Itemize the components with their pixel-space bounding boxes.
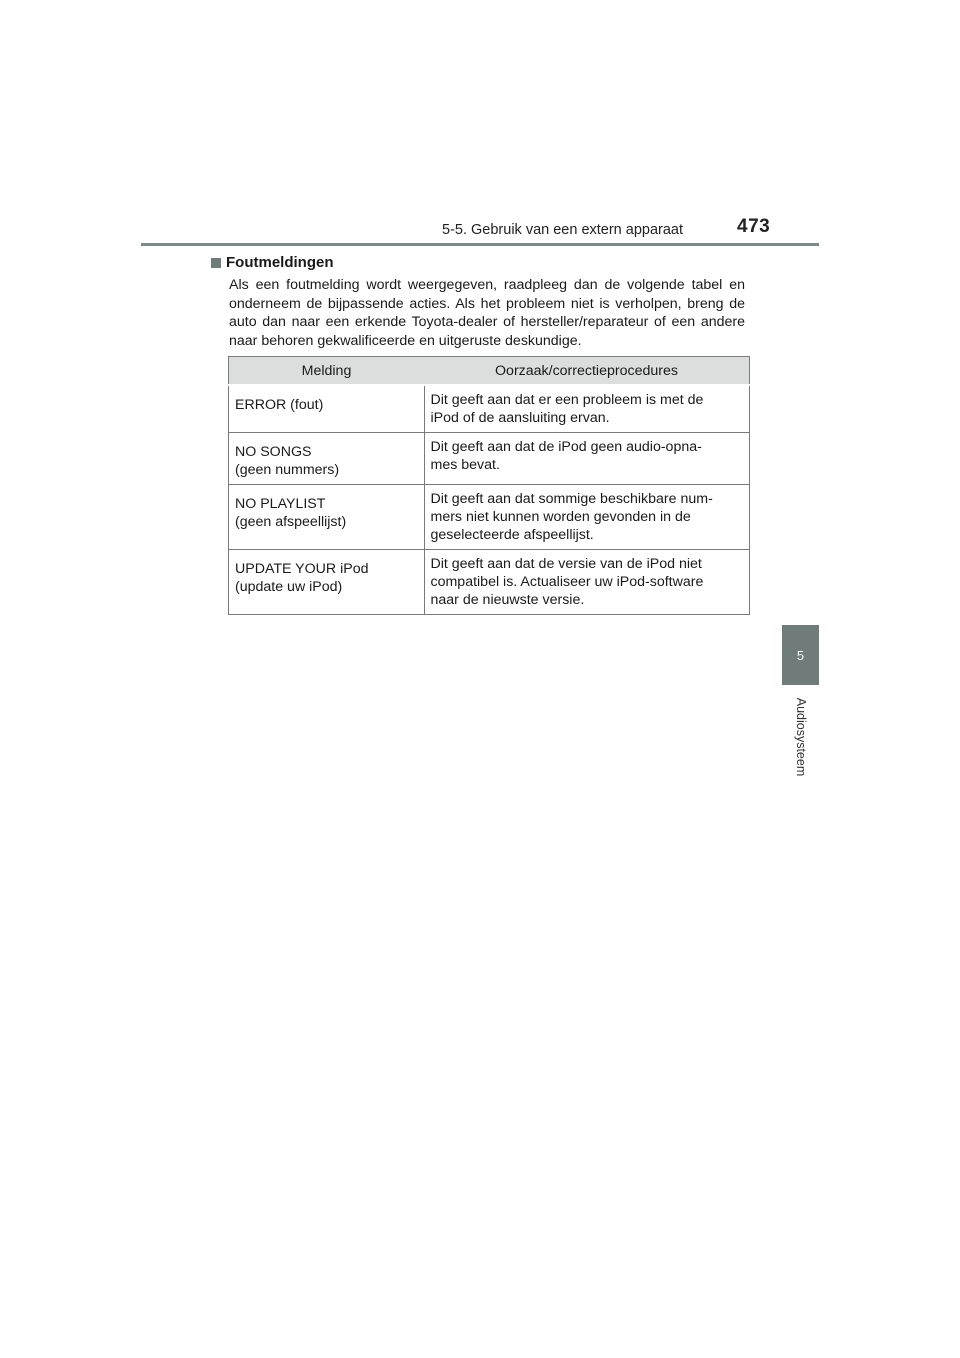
table-row — [229, 485, 750, 550]
cause-line: mers niet kunnen worden gevonden in de — [430, 509, 691, 525]
chapter-label: Audiosysteem — [794, 697, 808, 777]
message-line: (geen afspeellijst) — [235, 514, 347, 530]
page-header-title: 5-5. Gebruik van een extern apparaat — [442, 222, 684, 238]
cause-cell — [424, 433, 750, 485]
table-row — [229, 385, 750, 433]
section-heading-text: Foutmeldingen — [226, 254, 334, 271]
message-line: NO PLAYLIST — [235, 496, 326, 512]
cause-cell — [424, 485, 750, 550]
table-row — [229, 550, 750, 615]
cause-line: Dit geeft aan dat er een probleem is met de — [430, 392, 704, 408]
message-line: NO SONGS — [235, 444, 312, 460]
cause-line: compatibel is. Actualiseer uw iPod-software — [430, 574, 704, 590]
message-line: UPDATE YOUR iPod — [235, 561, 369, 577]
table-row — [229, 433, 750, 485]
error-message-table — [228, 356, 750, 615]
message-cell — [229, 550, 425, 615]
message-cell — [229, 433, 425, 485]
column-header-cause: Oorzaak/correctieprocedures — [424, 357, 750, 386]
column-header-message: Melding — [229, 357, 425, 386]
cause-line: Dit geeft aan dat sommige beschikbare num- — [430, 491, 713, 507]
cause-line: iPod of de aansluiting ervan. — [430, 410, 610, 426]
cause-cell — [424, 550, 750, 615]
section-heading — [211, 254, 334, 271]
cause-line: Dit geeft aan dat de versie van de iPod niet — [430, 556, 702, 572]
cause-cell — [424, 385, 750, 433]
cause-line: Dit geeft aan dat de iPod geen audio-opna- — [430, 439, 702, 455]
message-line: ERROR (fout) — [235, 397, 324, 413]
page-number: 473 — [737, 216, 771, 237]
cause-line: geselecteerde afspeellijst. — [430, 527, 594, 543]
chapter-number: 5 — [796, 647, 805, 663]
intro-paragraph: Als een foutmelding wordt weergegeven, raadpleeg dan de volgende tabel en onderneem de bijpassende acties. Als het probleem niet is verholpen, breng de auto dan naar een erkende Toyota-dealer of hersteller/reparateur of een andere naar behoren gekwalificeerde en uitgeruste deskundige. — [229, 277, 745, 349]
table-header-row — [229, 357, 750, 386]
message-line: (update uw iPod) — [235, 579, 343, 595]
chapter-tab — [782, 625, 819, 685]
message-cell — [229, 485, 425, 550]
cause-line: mes bevat. — [430, 457, 500, 473]
cause-line: naar de nieuwste versie. — [430, 592, 585, 608]
square-bullet-icon — [211, 258, 221, 268]
header-divider — [141, 243, 819, 246]
message-cell — [229, 385, 425, 433]
message-line: (geen nummers) — [235, 462, 340, 478]
